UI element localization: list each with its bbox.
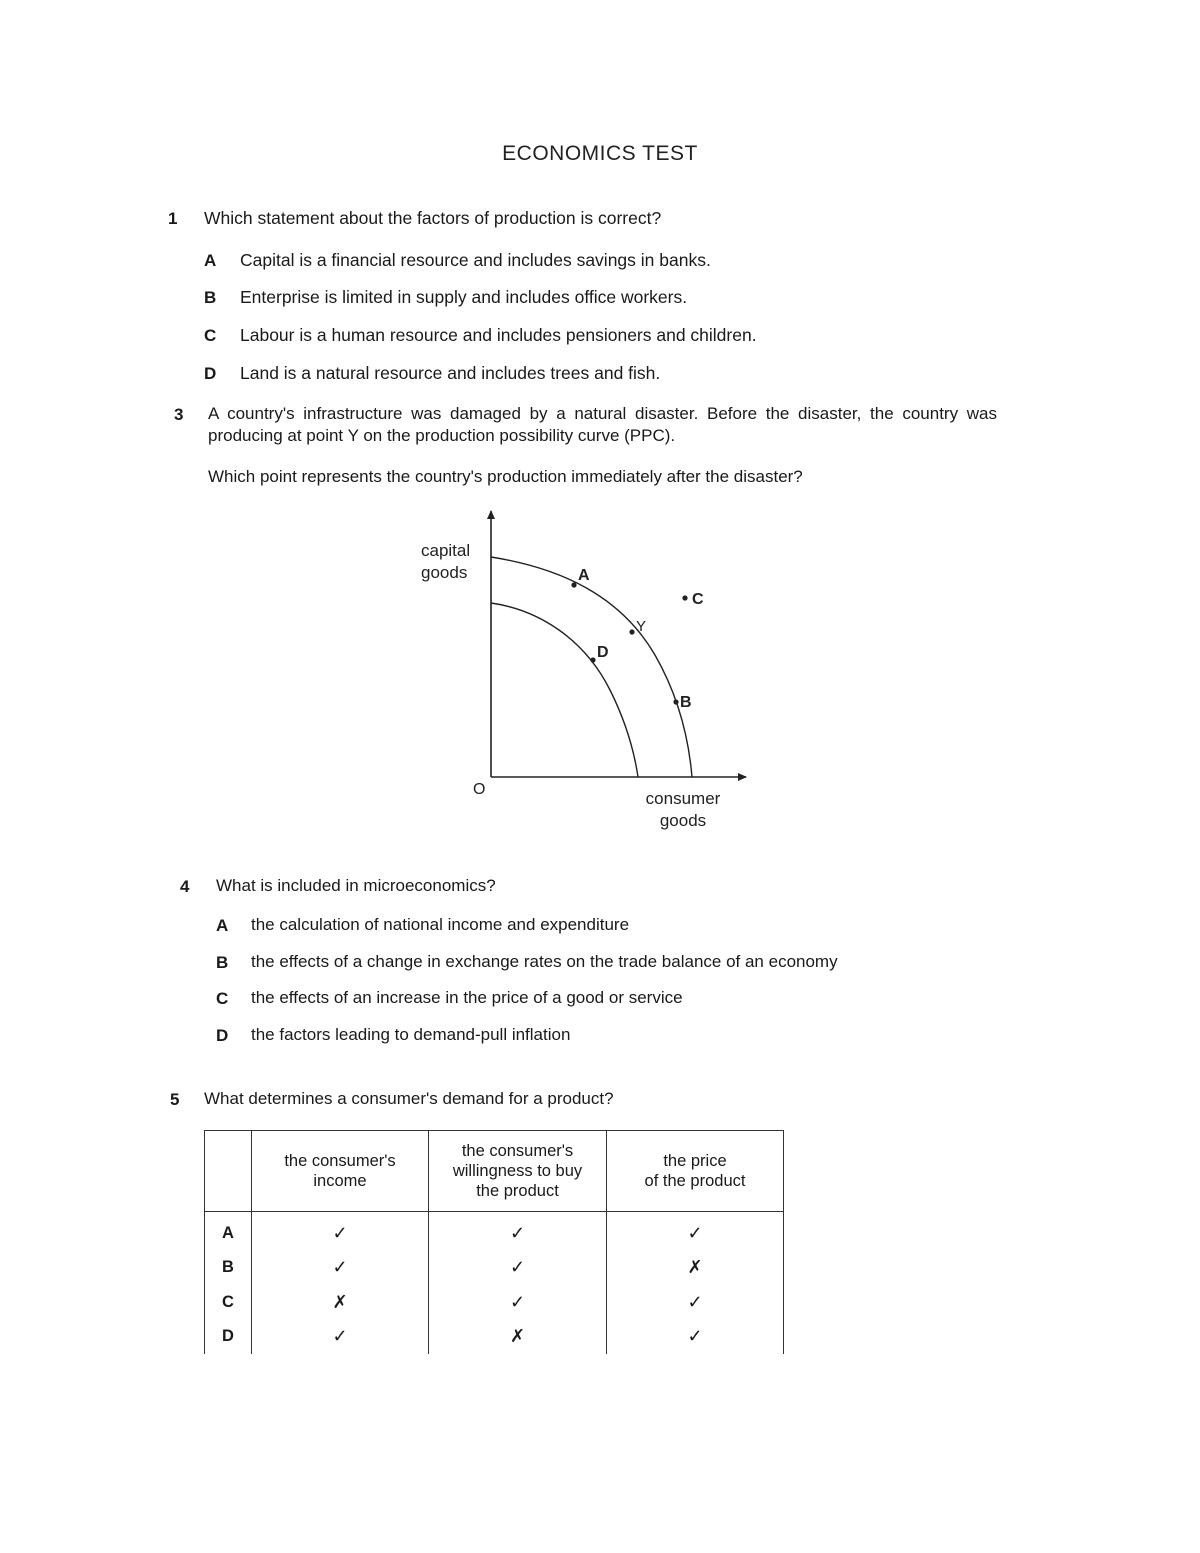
point-b-label: B <box>680 694 692 711</box>
option-text: Labour is a human resource and includes pensioners and children. <box>240 325 757 345</box>
option-letter: B <box>204 288 217 307</box>
column-header <box>607 1131 784 1212</box>
column-header-line: of the product <box>644 1172 746 1190</box>
question-number: 4 <box>180 877 190 896</box>
mark-cell: ✓ <box>429 1212 607 1251</box>
point-a-label: A <box>578 567 590 584</box>
option-text: the factors leading to demand-pull inflation <box>251 1025 571 1044</box>
row-letter: D <box>205 1320 252 1355</box>
point-d-label: D <box>597 644 609 661</box>
mark-cell: ✓ <box>252 1212 429 1251</box>
mark-cell: ✗ <box>252 1285 429 1320</box>
option-text: Enterprise is limited in supply and includes office workers. <box>240 287 688 307</box>
y-axis-label-line1: capital <box>421 541 471 560</box>
point-y-label: Y <box>636 618 647 635</box>
question-text: Which statement about the factors of production is correct? <box>204 208 662 228</box>
point-a-dot <box>571 582 576 587</box>
option-letter: D <box>216 1026 229 1045</box>
column-header-line: the consumer's <box>284 1152 396 1170</box>
page-title: ECONOMICS TEST <box>502 142 698 165</box>
row-letter: B <box>205 1251 252 1286</box>
mark-cell: ✓ <box>429 1285 607 1320</box>
option-text: Land is a natural resource and includes trees and fish. <box>240 363 661 383</box>
shifted-ppc-curve <box>491 603 638 777</box>
column-header-line: the consumer's <box>461 1142 574 1160</box>
option-letter: C <box>204 326 217 345</box>
mark-cell: ✓ <box>607 1212 784 1251</box>
point-b-dot <box>673 699 678 704</box>
mark-cell: ✗ <box>429 1320 607 1355</box>
question-paragraph: A country's infrastructure was damaged by a natural disaster. Before the disaster, the country was producing at point Y on the production possibility curve (PPC). <box>208 404 997 445</box>
mark-cell: ✓ <box>252 1320 429 1355</box>
table-row <box>205 1285 784 1320</box>
option-letter: A <box>204 251 217 270</box>
option-letter: A <box>216 916 229 935</box>
option-text: the effects of a change in exchange rates on the trade balance of an economy <box>251 952 838 971</box>
mark-cell: ✓ <box>429 1251 607 1286</box>
question-text: What is included in microeconomics? <box>216 876 496 895</box>
original-ppc-curve <box>491 557 692 777</box>
column-header-line: the product <box>476 1182 559 1200</box>
option-text: the effects of an increase in the price of a good or service <box>251 988 683 1007</box>
x-axis-label-line1: consumer <box>645 789 721 808</box>
x-axis-label-line2: goods <box>659 811 707 830</box>
ppc-diagram <box>400 500 760 840</box>
question-number: 3 <box>174 405 184 424</box>
option-letter: D <box>204 364 217 383</box>
column-header <box>429 1131 607 1212</box>
option-letter: C <box>216 989 229 1008</box>
point-y-dot <box>629 629 634 634</box>
column-header-line: willingness to buy <box>452 1162 583 1180</box>
mark-cell: ✗ <box>607 1251 784 1286</box>
row-letter: A <box>205 1212 252 1251</box>
mark-cell: ✓ <box>607 1285 784 1320</box>
question-number: 1 <box>168 209 178 228</box>
option-text: the calculation of national income and expenditure <box>251 915 630 934</box>
question-text: What determines a consumer's demand for a product? <box>204 1089 614 1108</box>
point-c-label: C <box>692 591 704 608</box>
mark-cell: ✓ <box>252 1251 429 1286</box>
mark-cell: ✓ <box>607 1320 784 1355</box>
point-d-dot <box>590 657 595 662</box>
answer-table <box>204 1130 784 1354</box>
point-c-dot <box>682 595 687 600</box>
option-letter: B <box>216 953 229 972</box>
option-text: Capital is a financial resource and includes savings in banks. <box>240 250 711 270</box>
column-header-line: income <box>313 1172 367 1190</box>
column-header <box>252 1131 429 1212</box>
row-letter: C <box>205 1285 252 1320</box>
y-axis-label-line2: goods <box>421 563 468 582</box>
question-number: 5 <box>170 1090 180 1109</box>
origin-label: O <box>473 781 486 798</box>
column-header-line: the price <box>663 1152 727 1170</box>
table-corner-cell <box>205 1131 252 1212</box>
table-row <box>205 1251 784 1286</box>
table-row <box>205 1212 784 1251</box>
question-text: Which point represents the country's production immediately after the disaster? <box>208 467 803 486</box>
table-row <box>205 1320 784 1355</box>
